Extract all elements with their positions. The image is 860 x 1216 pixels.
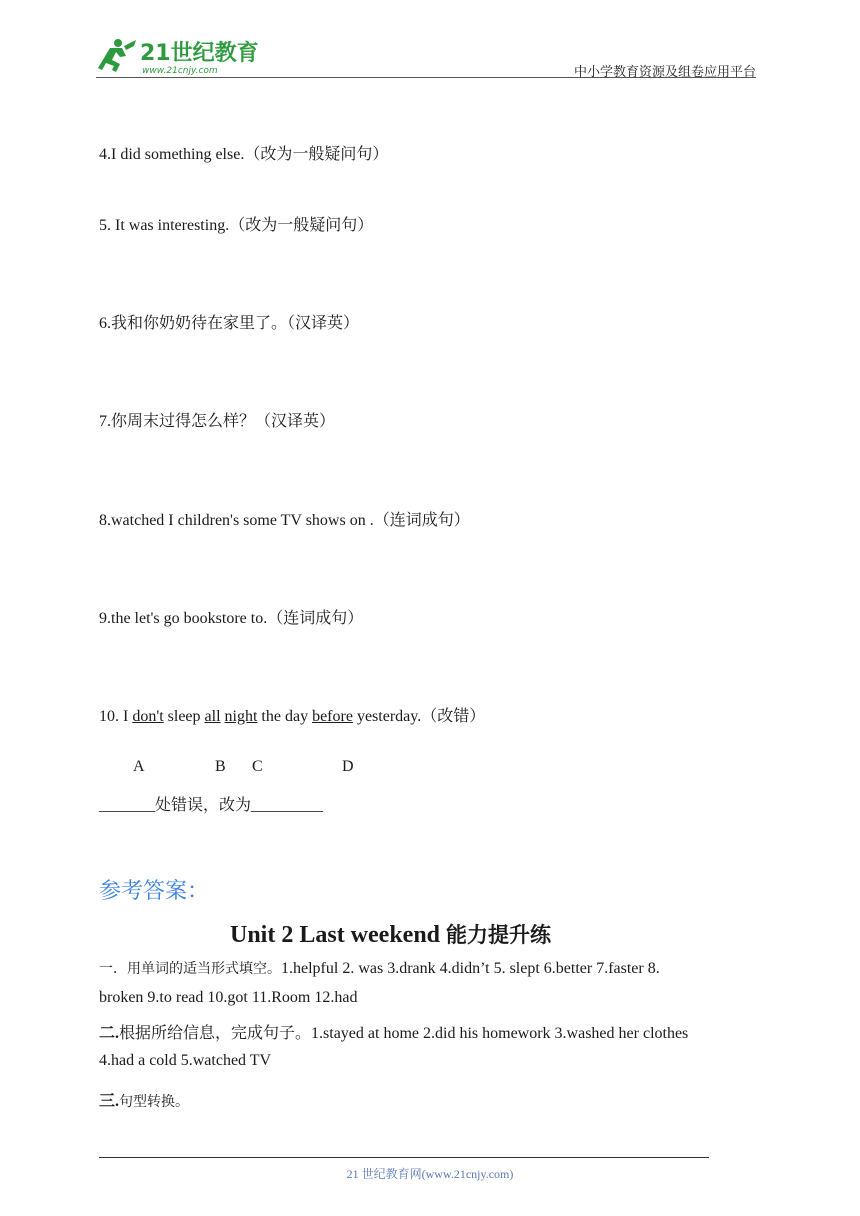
header-divider	[96, 77, 756, 78]
unit-title-en: Unit 2 Last weekend	[230, 922, 447, 948]
unit-title	[230, 919, 551, 949]
answer-key-title: 参考答案：	[99, 879, 210, 904]
site-logo	[96, 36, 266, 78]
footer-divider	[99, 1157, 709, 1158]
section-2-label: 二.	[99, 1025, 120, 1042]
option-b-label: B	[215, 758, 226, 775]
answer-section-3	[99, 1088, 189, 1111]
q10-mid: the day	[257, 708, 313, 725]
section-3-label: 三.	[99, 1093, 120, 1110]
option-d-label: D	[342, 758, 354, 775]
correction-line: _______处错误，改为_________	[99, 797, 324, 814]
question-5: 5. It was interesting.（改为一般疑问句）	[99, 217, 374, 234]
section-2-text: 1.stayed at home 2.did his homework 3.washed her clothes	[311, 1025, 689, 1042]
q10-option-b-word: all	[204, 708, 221, 725]
q10-suffix: yesterday.（改错）	[352, 708, 486, 725]
q10-prefix: 10. I	[99, 708, 133, 725]
logo-text: 21世纪教育	[140, 41, 259, 66]
section-3-cn: 句型转换。	[119, 1095, 190, 1110]
answer-section-1-cont: broken 9.to read 10.got 11.Room 12.had	[99, 989, 358, 1006]
unit-title-cn: 能力提升练	[446, 923, 552, 947]
q10-option-c-word: night	[224, 708, 258, 725]
question-8: 8.watched I children's some TV shows on .（连词成句）	[99, 512, 470, 529]
question-10	[99, 703, 485, 726]
answer-section-2-cont: 4.had a cold 5.watched TV	[99, 1052, 272, 1069]
q10-option-d-word: before	[312, 708, 353, 725]
question-6: 6.我和你奶奶待在家里了。（汉译英）	[99, 315, 360, 332]
question-4: 4.I did something else.（改为一般疑问句）	[99, 146, 389, 163]
q10-option-a-word: don't	[132, 708, 164, 725]
answer-section-1	[99, 958, 660, 978]
footer-link[interactable]: 21 世纪教育网(www.21cnjy.com)	[346, 1167, 514, 1181]
question-9: 9.the let's go bookstore to.（连词成句）	[99, 610, 364, 627]
option-a-label: A	[133, 758, 145, 775]
section-2-cn: 根据所给信息，完成句子。	[119, 1025, 312, 1042]
section-1-label: 一．用单词的适当形式填空。	[99, 962, 281, 977]
q10-sep-1: sleep	[163, 708, 205, 725]
section-1-text: 1.helpful 2. was 3.drank 4.didn’t 5. slept 6.better 7.faster 8.	[281, 960, 660, 977]
answer-section-2	[99, 1020, 688, 1043]
option-c-label: C	[252, 758, 263, 775]
logo-url: www.21cnjy.com	[142, 66, 218, 76]
header-platform-text: 中小学教育资源及组卷应用平台	[573, 64, 756, 79]
question-7: 7.你周末过得怎么样？（汉译英）	[99, 413, 336, 430]
